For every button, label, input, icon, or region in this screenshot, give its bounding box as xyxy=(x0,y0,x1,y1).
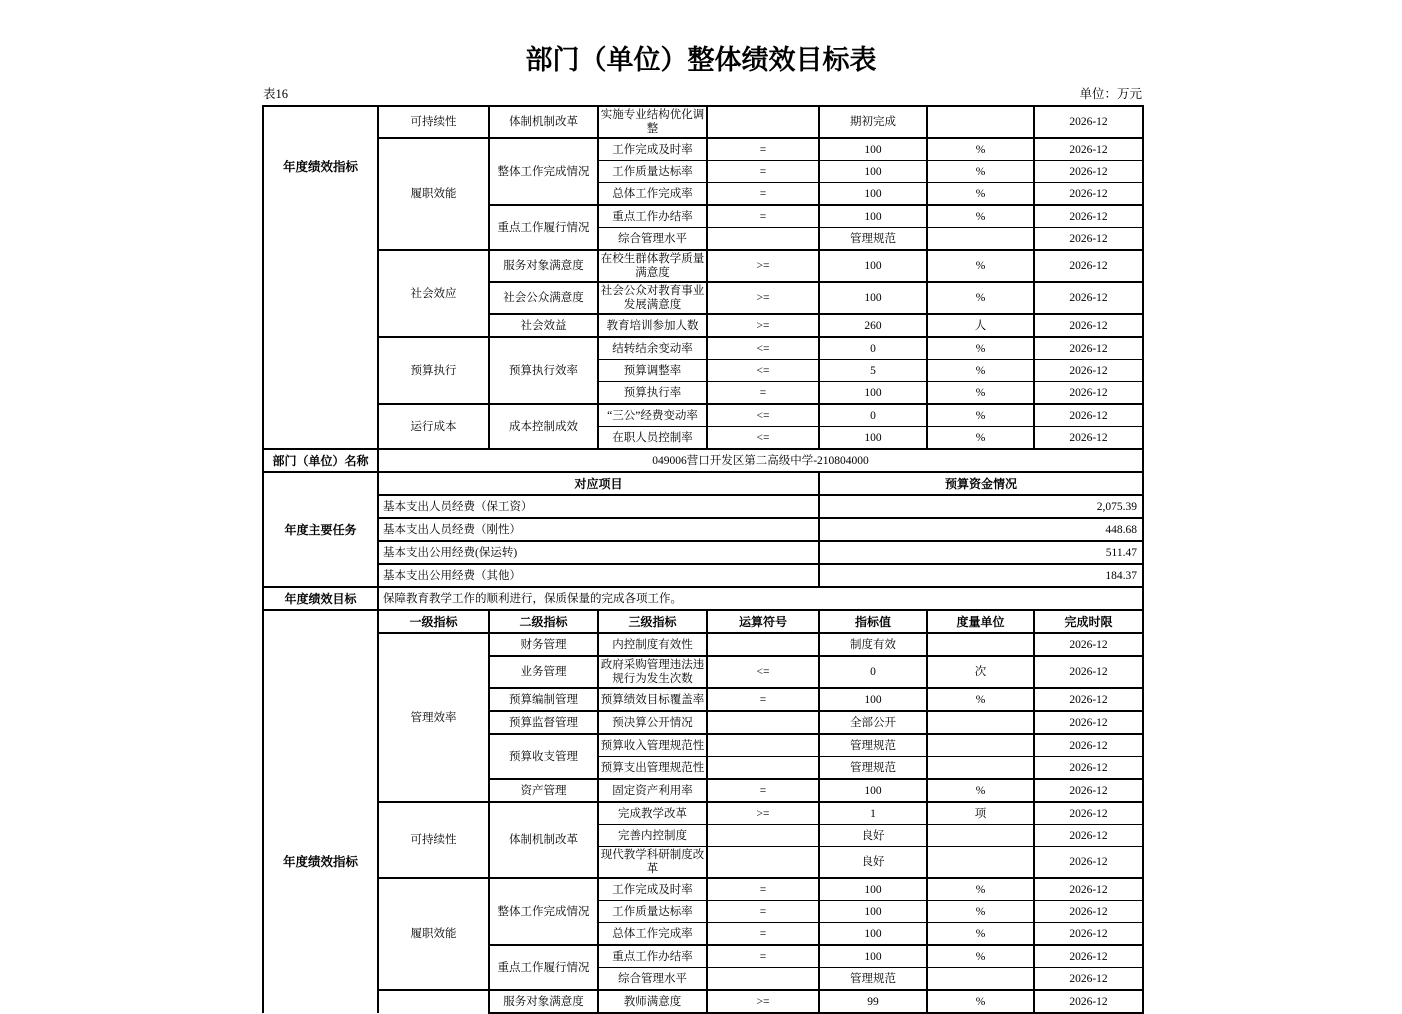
l2-indicator: 业务管理 xyxy=(489,656,598,688)
target-value: 100 xyxy=(819,138,927,161)
l3-indicator: “三公”经费变动率 xyxy=(598,404,707,427)
annual-goal-label: 年度绩效目标 xyxy=(263,587,378,610)
operator: >= xyxy=(707,250,819,282)
l3-indicator: 政府采购管理违法违规行为发生次数 xyxy=(598,656,707,688)
l1-indicator: 履职效能 xyxy=(378,878,489,990)
annual-tasks-label: 年度主要任务 xyxy=(263,472,378,587)
indicators-label: 年度绩效指标 xyxy=(282,160,358,174)
section-label-cell xyxy=(263,106,378,449)
target-value: 100 xyxy=(819,688,927,711)
l3-indicator: 工作质量达标率 xyxy=(598,161,707,183)
target-value: 制度有效 xyxy=(819,633,927,656)
unit xyxy=(927,228,1034,251)
column-header: 度量单位 xyxy=(927,610,1034,633)
l3-indicator: 工作质量达标率 xyxy=(598,901,707,923)
l2-indicator: 整体工作完成情况 xyxy=(489,878,598,945)
deadline: 2026-12 xyxy=(1034,360,1143,382)
deadline: 2026-12 xyxy=(1034,847,1143,879)
l3-indicator: 完成教学改革 xyxy=(598,802,707,825)
performance-table xyxy=(262,105,1144,1014)
operator xyxy=(707,734,819,757)
unit: % xyxy=(927,183,1034,206)
l1-indicator: 可持续性 xyxy=(378,106,489,138)
l3-indicator: 完善内控制度 xyxy=(598,825,707,847)
l3-indicator: 固定资产利用率 xyxy=(598,779,707,802)
l3-indicator: 预算绩效目标覆盖率 xyxy=(598,688,707,711)
l3-indicator: 教育培训参加人数 xyxy=(598,314,707,337)
indicators-label: 年度绩效指标 xyxy=(282,855,358,869)
unit: % xyxy=(927,250,1034,282)
l3-indicator: 预算支出管理规范性 xyxy=(598,757,707,780)
target-value: 100 xyxy=(819,779,927,802)
l1-indicator: 社会效应 xyxy=(378,250,489,337)
item-header: 对应项目 xyxy=(378,472,819,495)
deadline: 2026-12 xyxy=(1034,757,1143,780)
l3-indicator: 综合管理水平 xyxy=(598,968,707,991)
target-value: 全部公开 xyxy=(819,711,927,734)
target-value: 1 xyxy=(819,802,927,825)
operator: >= xyxy=(707,990,819,1013)
task-item: 基本支出公用经费(保运转) xyxy=(378,541,819,564)
l3-indicator: 总体工作完成率 xyxy=(598,183,707,206)
unit: % xyxy=(927,945,1034,968)
deadline: 2026-12 xyxy=(1034,825,1143,847)
operator xyxy=(707,847,819,879)
unit: % xyxy=(927,382,1034,405)
target-value: 0 xyxy=(819,404,927,427)
deadline: 2026-12 xyxy=(1034,404,1143,427)
l3-indicator: 教师满意度 xyxy=(598,990,707,1013)
operator: = xyxy=(707,183,819,206)
operator: >= xyxy=(707,314,819,337)
operator: <= xyxy=(707,360,819,382)
deadline: 2026-12 xyxy=(1034,990,1143,1013)
target-value: 0 xyxy=(819,656,927,688)
l2-indicator: 重点工作履行情况 xyxy=(489,945,598,990)
target-value: 99 xyxy=(819,990,927,1013)
task-amount: 511.47 xyxy=(819,541,1143,564)
task-amount: 184.37 xyxy=(819,564,1143,587)
target-value: 100 xyxy=(819,282,927,314)
unit: % xyxy=(927,990,1034,1013)
operator: <= xyxy=(707,404,819,427)
operator xyxy=(707,968,819,991)
operator xyxy=(707,228,819,251)
unit: % xyxy=(927,337,1034,360)
operator: = xyxy=(707,945,819,968)
l2-indicator: 服务对象满意度 xyxy=(489,990,598,1013)
unit xyxy=(927,847,1034,879)
l2-indicator: 体制机制改革 xyxy=(489,802,598,878)
l3-indicator: 社会公众对教育事业发展满意度 xyxy=(598,282,707,314)
operator xyxy=(707,757,819,780)
l1-indicator: 可持续性 xyxy=(378,802,489,878)
column-header: 完成时限 xyxy=(1034,610,1143,633)
operator: >= xyxy=(707,802,819,825)
page-title: 部门（单位）整体绩效目标表 xyxy=(525,45,877,75)
target-value: 良好 xyxy=(819,825,927,847)
unit: % xyxy=(927,878,1034,901)
deadline: 2026-12 xyxy=(1034,427,1143,450)
unit: % xyxy=(927,138,1034,161)
l3-indicator: 工作完成及时率 xyxy=(598,878,707,901)
target-value: 5 xyxy=(819,360,927,382)
deadline: 2026-12 xyxy=(1034,382,1143,405)
target-value: 管理规范 xyxy=(819,757,927,780)
unit: % xyxy=(927,688,1034,711)
column-header: 一级指标 xyxy=(378,610,489,633)
deadline: 2026-12 xyxy=(1034,337,1143,360)
target-value: 100 xyxy=(819,878,927,901)
deadline: 2026-12 xyxy=(1034,138,1143,161)
l3-indicator: 重点工作办结率 xyxy=(598,945,707,968)
target-value: 100 xyxy=(819,382,927,405)
target-value: 260 xyxy=(819,314,927,337)
l1-indicator: 预算执行 xyxy=(378,337,489,404)
target-value: 管理规范 xyxy=(819,968,927,991)
operator: = xyxy=(707,382,819,405)
task-amount: 448.68 xyxy=(819,518,1143,541)
unit: % xyxy=(927,161,1034,183)
annual-goal-text: 保障教育教学工作的顺利进行，保质保量的完成各项工作。 xyxy=(378,587,1143,610)
column-header: 运算符号 xyxy=(707,610,819,633)
unit: % xyxy=(927,205,1034,228)
l3-indicator: 综合管理水平 xyxy=(598,228,707,251)
target-value: 管理规范 xyxy=(819,734,927,757)
column-header: 三级指标 xyxy=(598,610,707,633)
budget-header: 预算资金情况 xyxy=(819,472,1143,495)
l2-indicator: 资产管理 xyxy=(489,779,598,802)
task-amount: 2,075.39 xyxy=(819,495,1143,518)
l3-indicator: 结转结余变动率 xyxy=(598,337,707,360)
l3-indicator: 现代教学科研制度改革 xyxy=(598,847,707,879)
unit: % xyxy=(927,360,1034,382)
unit: 人 xyxy=(927,314,1034,337)
deadline: 2026-12 xyxy=(1034,878,1143,901)
l3-indicator: 实施专业结构优化调整 xyxy=(598,106,707,138)
operator: = xyxy=(707,878,819,901)
target-value: 100 xyxy=(819,250,927,282)
l3-indicator: 预算执行率 xyxy=(598,382,707,405)
unit: 次 xyxy=(927,656,1034,688)
deadline: 2026-12 xyxy=(1034,106,1143,138)
deadline: 2026-12 xyxy=(1034,711,1143,734)
deadline: 2026-12 xyxy=(1034,633,1143,656)
l2-indicator: 财务管理 xyxy=(489,633,598,656)
l3-indicator: 预算收入管理规范性 xyxy=(598,734,707,757)
l2-indicator: 预算编制管理 xyxy=(489,688,598,711)
target-value: 100 xyxy=(819,205,927,228)
deadline: 2026-12 xyxy=(1034,802,1143,825)
unit xyxy=(927,825,1034,847)
l1-indicator xyxy=(378,990,489,1013)
l2-indicator: 整体工作完成情况 xyxy=(489,138,598,205)
l2-indicator: 服务对象满意度 xyxy=(489,250,598,282)
l3-indicator: 工作完成及时率 xyxy=(598,138,707,161)
table-number: 表16 xyxy=(263,87,289,101)
target-value: 管理规范 xyxy=(819,228,927,251)
operator: <= xyxy=(707,427,819,450)
unit: % xyxy=(927,282,1034,314)
l2-indicator: 社会公众满意度 xyxy=(489,282,598,314)
column-header: 二级指标 xyxy=(489,610,598,633)
l1-indicator: 管理效率 xyxy=(378,633,489,802)
operator xyxy=(707,106,819,138)
operator: = xyxy=(707,161,819,183)
unit xyxy=(927,968,1034,991)
org-name-label: 部门（单位）名称 xyxy=(263,449,378,472)
l2-indicator: 预算执行效率 xyxy=(489,337,598,404)
unit: % xyxy=(927,901,1034,923)
unit xyxy=(927,711,1034,734)
l3-indicator: 内控制度有效性 xyxy=(598,633,707,656)
deadline: 2026-12 xyxy=(1034,656,1143,688)
deadline: 2026-12 xyxy=(1034,968,1143,991)
deadline: 2026-12 xyxy=(1034,779,1143,802)
unit: % xyxy=(927,923,1034,946)
deadline: 2026-12 xyxy=(1034,183,1143,206)
task-item: 基本支出人员经费（保工资） xyxy=(378,495,819,518)
target-value: 100 xyxy=(819,945,927,968)
deadline: 2026-12 xyxy=(1034,923,1143,946)
column-header: 指标值 xyxy=(819,610,927,633)
unit: % xyxy=(927,427,1034,450)
deadline: 2026-12 xyxy=(1034,734,1143,757)
org-name-value: 049006营口开发区第二高级中学-210804000 xyxy=(378,449,1143,472)
operator: = xyxy=(707,923,819,946)
l2-indicator: 社会效益 xyxy=(489,314,598,337)
operator: <= xyxy=(707,656,819,688)
operator: >= xyxy=(707,282,819,314)
unit xyxy=(927,633,1034,656)
section-label-cell xyxy=(263,610,378,1013)
unit xyxy=(927,757,1034,780)
l3-indicator: 在职人员控制率 xyxy=(598,427,707,450)
deadline: 2026-12 xyxy=(1034,314,1143,337)
unit-note: 单位：万元 xyxy=(1079,87,1142,101)
deadline: 2026-12 xyxy=(1034,161,1143,183)
l3-indicator: 总体工作完成率 xyxy=(598,923,707,946)
l3-indicator: 预算调整率 xyxy=(598,360,707,382)
deadline: 2026-12 xyxy=(1034,228,1143,251)
deadline: 2026-12 xyxy=(1034,282,1143,314)
target-value: 良好 xyxy=(819,847,927,879)
operator xyxy=(707,711,819,734)
deadline: 2026-12 xyxy=(1034,901,1143,923)
l3-indicator: 重点工作办结率 xyxy=(598,205,707,228)
task-item: 基本支出公用经费（其他） xyxy=(378,564,819,587)
target-value: 100 xyxy=(819,183,927,206)
unit: 项 xyxy=(927,802,1034,825)
unit: % xyxy=(927,779,1034,802)
operator: = xyxy=(707,779,819,802)
operator xyxy=(707,825,819,847)
l1-indicator: 履职效能 xyxy=(378,138,489,250)
operator: <= xyxy=(707,337,819,360)
target-value: 期初完成 xyxy=(819,106,927,138)
l2-indicator: 预算收支管理 xyxy=(489,734,598,779)
l2-indicator: 体制机制改革 xyxy=(489,106,598,138)
target-value: 100 xyxy=(819,923,927,946)
deadline: 2026-12 xyxy=(1034,250,1143,282)
target-value: 100 xyxy=(819,161,927,183)
unit: % xyxy=(927,404,1034,427)
deadline: 2026-12 xyxy=(1034,205,1143,228)
l2-indicator: 成本控制成效 xyxy=(489,404,598,449)
unit xyxy=(927,734,1034,757)
target-value: 100 xyxy=(819,427,927,450)
l3-indicator: 在校生群体教学质量满意度 xyxy=(598,250,707,282)
unit xyxy=(927,106,1034,138)
task-item: 基本支出人员经费（刚性） xyxy=(378,518,819,541)
l2-indicator: 重点工作履行情况 xyxy=(489,205,598,250)
operator: = xyxy=(707,205,819,228)
target-value: 100 xyxy=(819,901,927,923)
operator xyxy=(707,633,819,656)
l1-indicator: 运行成本 xyxy=(378,404,489,449)
l2-indicator: 预算监督管理 xyxy=(489,711,598,734)
deadline: 2026-12 xyxy=(1034,688,1143,711)
deadline: 2026-12 xyxy=(1034,945,1143,968)
target-value: 0 xyxy=(819,337,927,360)
operator: = xyxy=(707,901,819,923)
l3-indicator: 预决算公开情况 xyxy=(598,711,707,734)
operator: = xyxy=(707,138,819,161)
operator: = xyxy=(707,688,819,711)
